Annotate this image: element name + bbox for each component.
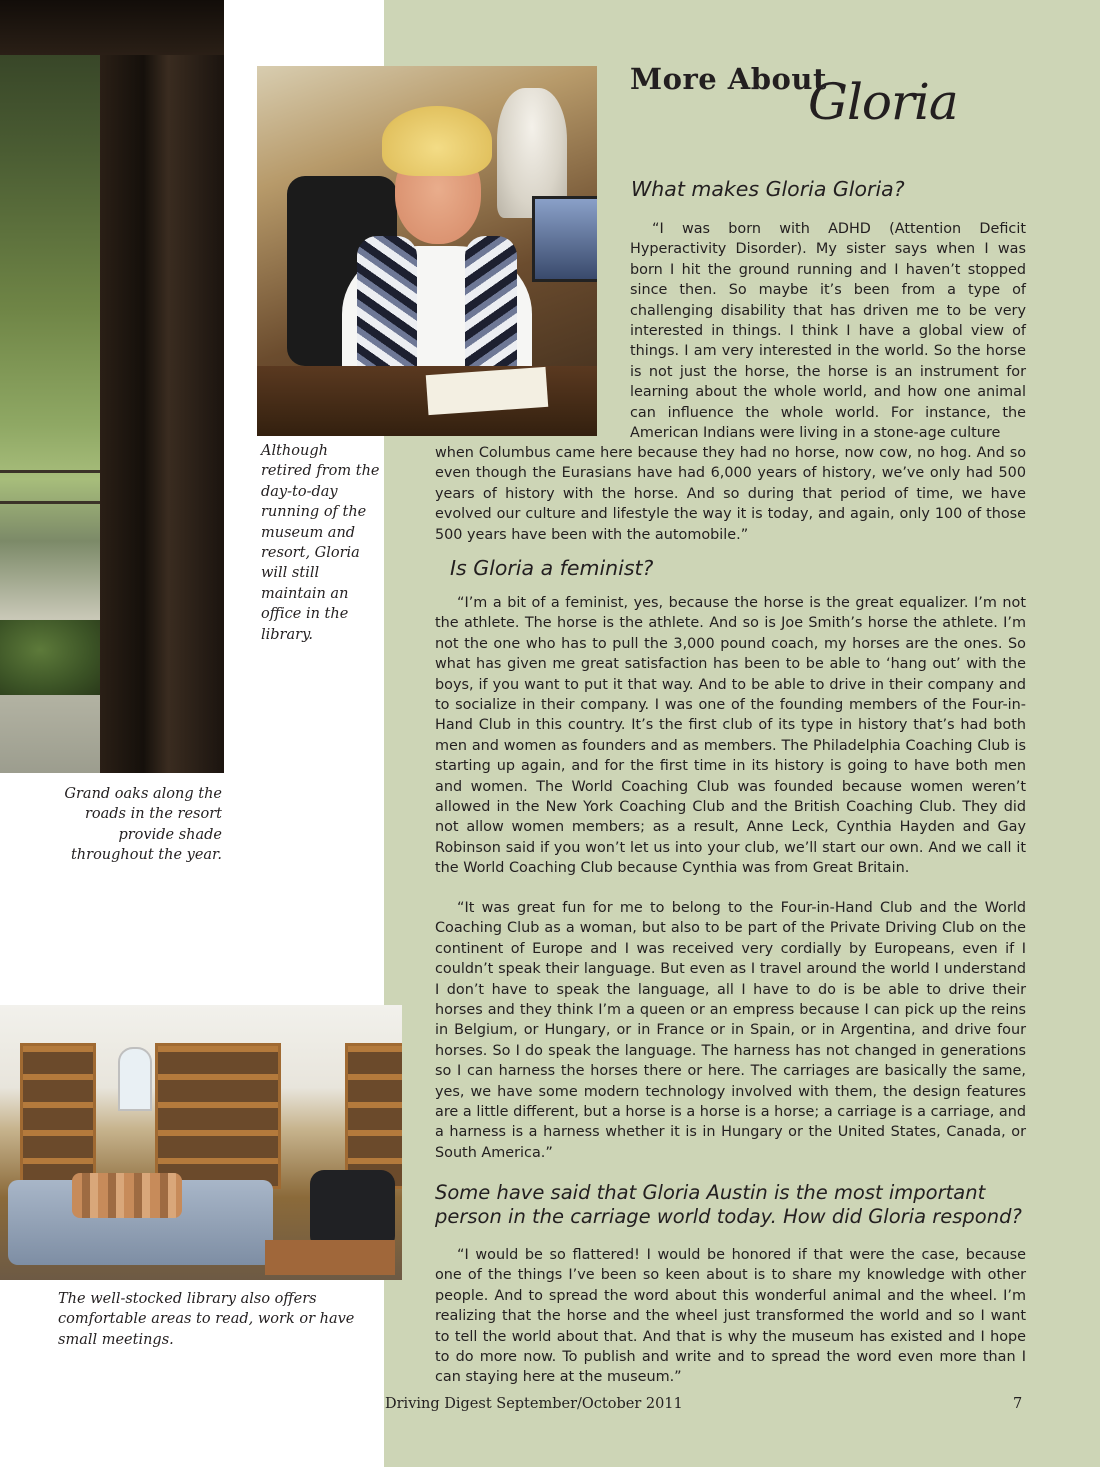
oaks-photo [0, 0, 224, 773]
bush-graphic [0, 620, 100, 695]
person-graphic [337, 106, 537, 406]
page-number: 7 [1013, 1396, 1023, 1412]
bookshelf-graphic [20, 1043, 96, 1189]
door-frame-graphic [100, 0, 224, 773]
body-paragraph: “I would be so flattered! I would be honored if that were the case, because one of the things I’ve been so keen about is to share my knowledge with other people. And to spread the word about this wonderful animal and the wheel. I’m realizing that the horse and the wheel just transformed the world and so I want to tell the world about that. And that is why the museum has existed and I hope to do more now. To publish and write and to spread the word even more than I can staying here at the museum.” [435, 1247, 1026, 1386]
oaks-photo-caption: Grand oaks along the roads in the resort provide shade throughout the year. [64, 786, 222, 864]
monitor-graphic [532, 196, 597, 282]
gloria-photo-caption: Although retired from the day-to-day running of the museum and resort, Gloria will still maintain an office in the library. [261, 443, 380, 643]
library-photo [0, 1005, 402, 1280]
bookshelf-graphic [345, 1043, 402, 1189]
gloria-desk-photo [257, 66, 597, 436]
page-title-name: Gloria [808, 73, 958, 131]
paper-graphic [426, 367, 548, 415]
section-heading: Some have said that Gloria Austin is the most important person in the carriage world today. How did Gloria respond? [435, 1181, 1022, 1228]
body-paragraph: “I was born with ADHD (Attention Deficit Hyperactivity Disorder). My sister says when I was born I hit the ground running and I haven’t stopped since then. So maybe it’s been from a type of challenging disability that has driven me to be very interested in things. I think I have a global view of things. I am very interested in the world. So the horse is not just the horse, the horse is an instrument for learning about the whole world, and how one animal can influence the whole world. For instance, the American Indians were living in a stone-age culture [630, 221, 1026, 442]
page-title-prefix: More About [630, 62, 827, 96]
body-paragraph: “I’m a bit of a feminist, yes, because the horse is the great equalizer. I’m not the athlete. The horse is the athlete. And so is Joe Smith’s horse the athlete. I’m not the one who has to pull the 3,000 pound coach, my horses are the ones. So what has given me great satisfaction has been to be able to ‘hang out’ with the boys, if you want to put it that way. And to be able to drive in their company and to socialize in their company. I was one of the founding members of the Four-in-Hand Club in this country. It’s the first club of its type in history that’s had both men and women as founders and as members. The Philadelphia Coaching Club is starting up again, and for the first time in its history is going to have both men and women. The World Coaching Club was founded because women weren’t allowed in the New York Coaching Club and the British Coaching Club. They did not allow women members; as a result, Anne Leck, Cynthia Hayden and Gay Robinson said if you won’t let us into your club, we’ll start our own. And we call it the World Coaching Club because Cynthia was from Great Britain. [435, 595, 1026, 877]
library-photo-caption: The well-stocked library also offers comfortable areas to read, work or have small meetings. [58, 1291, 355, 1348]
table-graphic [265, 1240, 395, 1275]
body-paragraph: “It was great fun for me to belong to the Four-in-Hand Club and the World Coaching Club as a woman, but also to be part of the Private Driving Club on the continent of Europe and I was received very cordially by Europeans, even if I couldn’t speak their language. But even as I travel around the world I understand I don’t have to speak the language, all I have to do is be able to drive their horses and they think I’m a queen or an empress because I can pick up the reins in Belgium, or Hungary, or in France or in Spain, or in Argentina, and drive four horses. So I do speak the language. The harness has not changed in generations so I can harness the horses there or here. The carriages are basically the same, yes, we have some modern technology involved with them, the design features are a little different, but a horse is a horse is a horse; a carriage is a carriage, and a harness is a harness whether it is in Hungary or the United States, Canada, or South America.” [435, 900, 1026, 1161]
armchair-graphic [310, 1170, 395, 1250]
beam-graphic [0, 0, 224, 55]
fence-graphic [0, 470, 100, 504]
throw-blanket-graphic [72, 1173, 182, 1218]
window-graphic [118, 1047, 152, 1111]
section-heading: Is Gloria a feminist? [450, 556, 654, 580]
publication-footer: Driving Digest September/October 2011 [385, 1396, 683, 1412]
bookshelf-graphic [155, 1043, 281, 1189]
body-paragraph: when Columbus came here because they had no horse, now cow, no hog. And so even though the Eurasians have had 6,000 years of history, we’ve only had 500 years of history with the horse. And so during that period of time, we have evolved our culture and lifestyle the way it is today, and again, only 100 of those 500 years have been with the automobile.” [435, 445, 1026, 543]
section-heading: What makes Gloria Gloria? [631, 177, 905, 201]
